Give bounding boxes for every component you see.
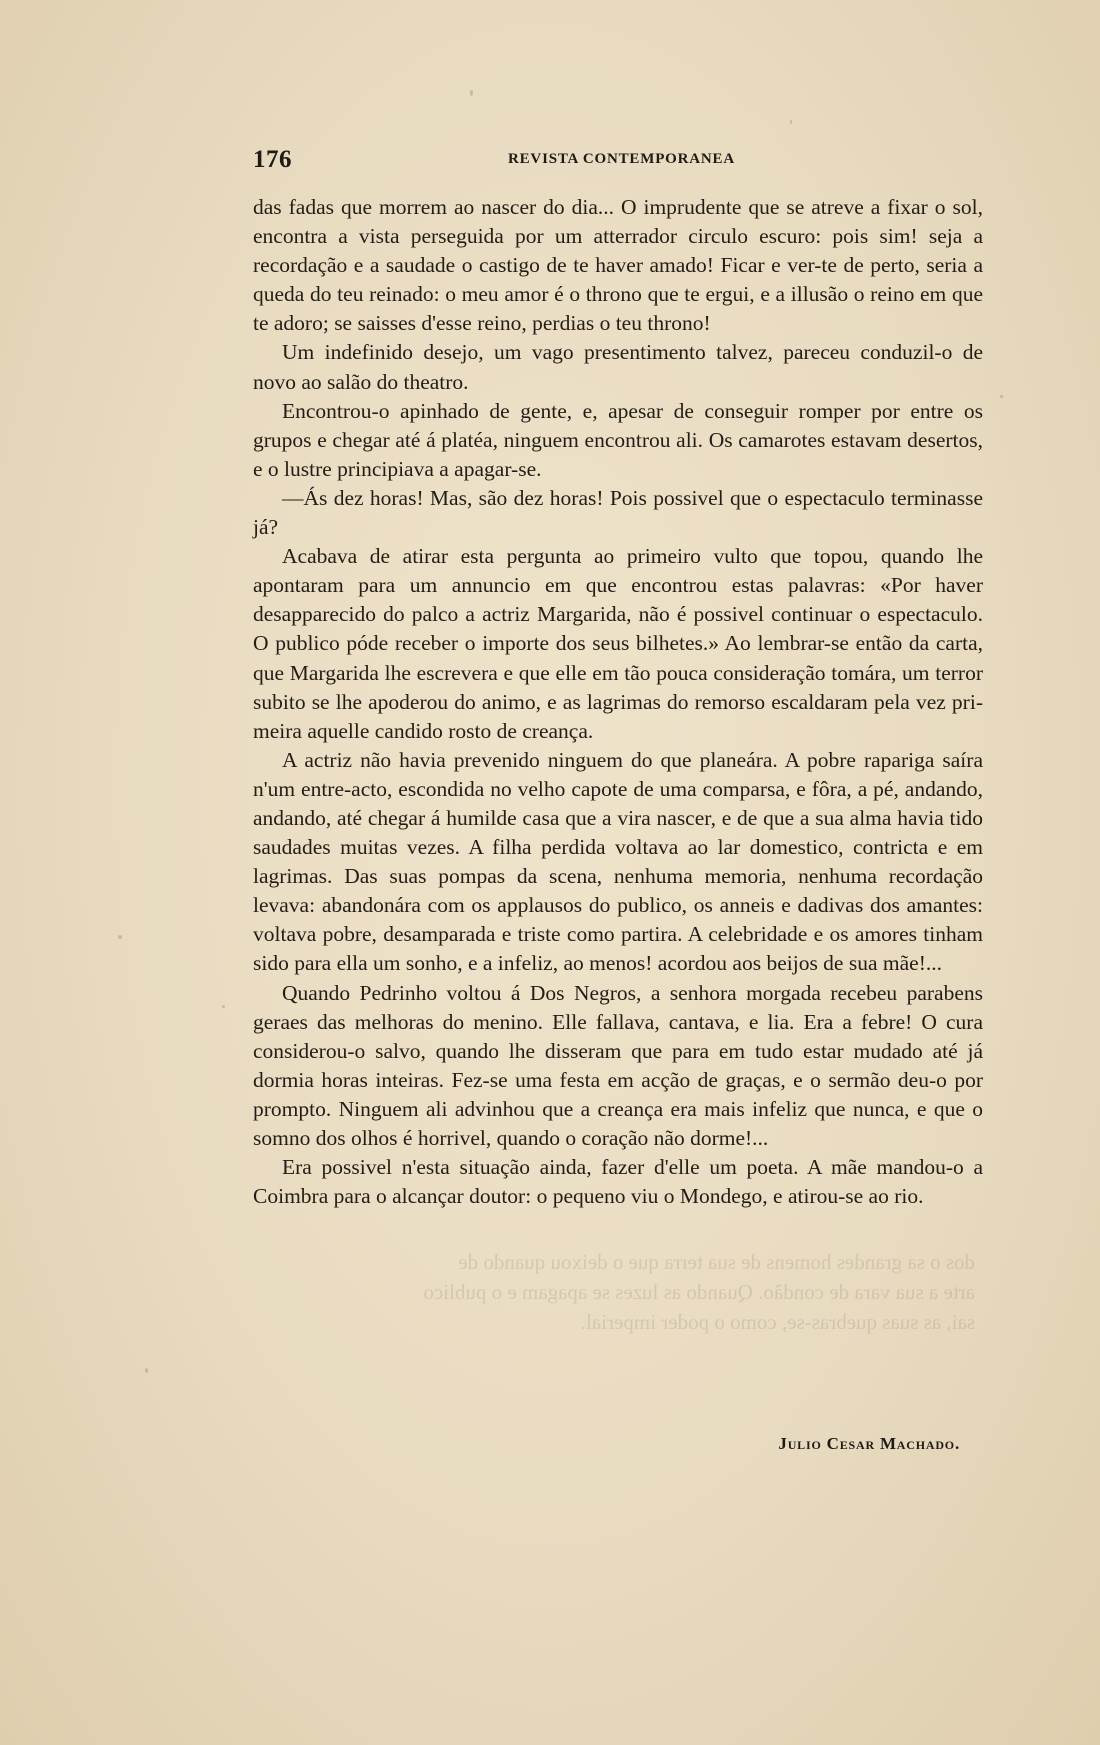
paper-speck <box>1000 395 1003 398</box>
paragraph: Quando Pedrinho voltou á Dos Negros, a senhora morgada recebeu parabens geraes das melhoras do menino. Elle fallava, cantava, e lia. Era a febre! O cura considerou-o salvo, quando lhe disseram que para em tudo estar mudado até já dormia horas inteiras. Fez-se uma festa em acção de graças, e o sermão deu-o por prompto. Ninguem ali advinhou que a creança era mais infeliz que nunca, e que o somno dos olhos é horrivel, quando o coração não dorme!... <box>253 980 983 1150</box>
paragraph: A actriz não havia prevenido ninguem do que planeára. A pobre rapariga saíra n'um entre-acto, escondida no velho capote de uma comparsa, e fôra, a pé, andando, andando, até chegar á humilde casa que a vira nascer, e de que a sua alma havia tido saudades muitas vezes. A filha perdida voltava ao lar domestico, contricta e em lagrimas. Das suas pompas da scena, nenhuma memoria, nenhuma recordação levava: abandonára com os applausos do publico, os anneis e dadivas dos amantes: voltava pobre, desamparada e triste como partira. A celebridade e os amores tinham sido para ella um sonho, e a infeliz, ao menos! acordou aos beijos de sua mãe!... <box>253 747 983 976</box>
article-body <box>253 193 983 1211</box>
paragraph: Encontrou-o apinhado de gente, e, apesar de conseguir romper por entre os grupos e chegar até á platéa, ninguem encontrou ali. Os camarotes estavam desertos, e o lustre principiava a apagar-se. <box>253 398 983 481</box>
paper-speck <box>222 1005 225 1008</box>
paragraph: Acabava de atirar esta pergunta ao primeiro vulto que topou, quando lhe apontaram para um annuncio em que encontrou estas palavras: «Por haver desapparecido do palco a actriz Margarida, não é possivel continuar o espectaculo. O publico póde receber o importe dos seus bilhetes.» Ao lembrar-se então da carta, que Margarida lhe escrevera e que elle em tão pouca consideração tomára, um terror subito se lhe apoderou do animo, e as lagrimas do remorso escaldaram pela vez primeira aquelle candido rosto de creança. <box>253 544 983 743</box>
bleed-through-text: arte a sua vara de condão. Quando as luzes se apagam e o publico <box>423 1280 975 1304</box>
paragraph: das fadas que morrem ao nascer do dia... O imprudente que se atreve a fixar o sol, encontra a vista perseguida por um atterrador circulo escuro: pois sim! seja a recordação e a saudade o castigo de te haver amado! Ficar e ver-te de perto, seria a queda do teu reinado: o meu amor é o throno que te ergui, e a illusão o reino em que te adoro; se saisses d'esse reino, perdias o teu throno! <box>253 195 983 336</box>
paragraph: Era possivel n'esta situação ainda, fazer d'elle um poeta. A mãe mandou-o a Coimbra para o alcançar doutor: o pequeno viu o Mondego, e atirou-se ao rio. <box>253 1155 983 1209</box>
paper-speck <box>145 1368 148 1373</box>
paper-speck <box>118 935 122 939</box>
page-number: 176 <box>253 146 292 173</box>
author-signature: Julio Cesar Machado. <box>778 1434 960 1453</box>
paragraph: Um indefinido desejo, um vago presentimento talvez, pareceu conduzil-o de novo ao salão do theatro. <box>253 340 983 394</box>
bleed-through-text: dos o sa grandes homens de sua terra que o deixou quando de <box>458 1250 975 1274</box>
bleed-through-text: sai, as suas quebras-se, como o poder imperial. <box>580 1310 975 1334</box>
page-header <box>253 146 973 176</box>
paper-speck <box>790 120 792 124</box>
paragraph: —Ás dez horas! Mas, são dez horas! Pois possivel que o espectaculo terminasse já? <box>253 485 983 540</box>
running-head: REVISTA CONTEMPORANEA <box>508 151 735 167</box>
paper-speck <box>470 90 473 96</box>
